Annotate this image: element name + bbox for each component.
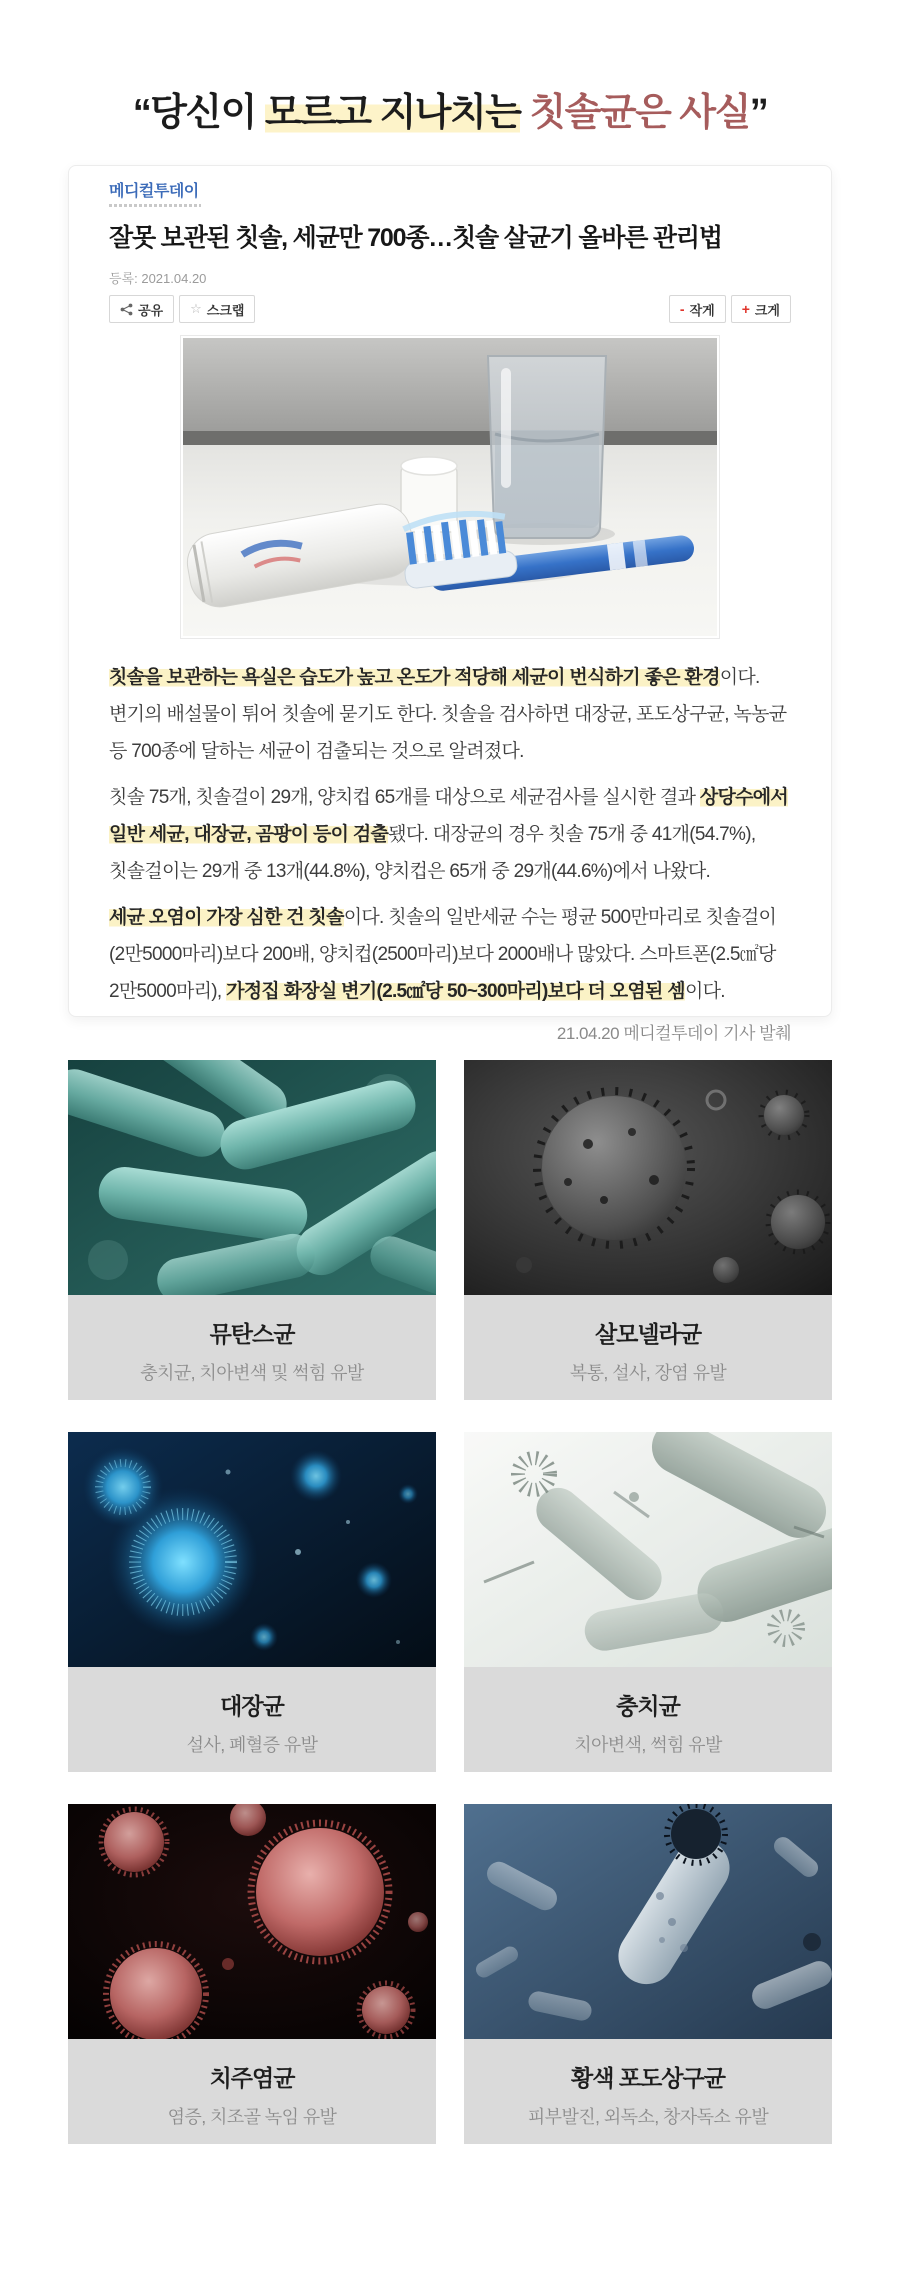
logo-tagline — [109, 204, 201, 207]
article-paragraph: 칫솔을 보관하는 욕실은 습도가 높고 온도가 적당해 세균이 번식하기 좋은 환경이다. 변기의 배설물이 튀어 칫솔에 묻기도 한다. 칫솔을 검사하면 대장균, 포도상구균, 녹농균 등 700종에 달하는 세균이 검출되는 것으로 알려졌다. — [109, 667, 787, 762]
bacteria-card-mutans — [68, 1060, 436, 1400]
bacteria-name: 충치균 — [616, 1693, 680, 1719]
article-date: 등록: 2021.04.20 — [109, 271, 207, 286]
font-larger-button[interactable] — [731, 295, 791, 323]
font-smaller-label: 작게 — [689, 302, 715, 318]
star-icon: ☆ — [190, 301, 202, 316]
share-button-label: 공유 — [138, 302, 164, 318]
bacteria-card-ecoli — [68, 1432, 436, 1772]
medicaltoday-logo — [109, 178, 791, 207]
plus-icon: + — [741, 301, 750, 317]
scrap-button-label: 스크랩 — [206, 302, 245, 318]
bacteria-card-salmonella — [464, 1060, 832, 1400]
bacteria-name: 대장균 — [220, 1693, 284, 1719]
share-button-group — [109, 295, 255, 323]
minus-icon: - — [679, 301, 685, 317]
bacteria-effect: 복통, 설사, 장염 유발 — [569, 1363, 727, 1383]
scrap-button[interactable] — [179, 295, 255, 323]
bacteria-name: 살모넬라균 — [594, 1321, 702, 1347]
mutans-bacteria-image — [68, 1060, 436, 1295]
bacteria-card-staphylococcus — [464, 1804, 832, 2144]
staphylococcus-caption — [464, 2039, 832, 2144]
font-larger-label: 크게 — [754, 302, 780, 318]
ecoli-caption — [68, 1667, 436, 1772]
bacteria-grid — [68, 1060, 832, 2144]
share-icon — [120, 303, 133, 316]
salmonella-bacteria-image — [464, 1060, 832, 1295]
bacteria-effect: 설사, 폐혈증 유발 — [186, 1735, 318, 1755]
ecoli-bacteria-image — [68, 1432, 436, 1667]
article-photo — [180, 335, 720, 639]
article-card — [68, 165, 832, 1043]
bacteria-name: 황색 포도상구균 — [571, 2065, 725, 2091]
article-paragraph: 세균 오염이 가장 심한 건 칫솔이다. 칫솔의 일반세균 수는 평균 500만마리로 칫솔걸이(2만5000마리)보다 200배, 양치컵(2500마리)보다 2000배나 많았다. 스마트폰(2.5㎠당 2만5000마리), 가정집 화장실 변기(2.5㎠당 50~300마리)보다 더 오염된 셈이다. — [109, 907, 777, 1002]
staphylococcus-bacteria-image — [464, 1804, 832, 2039]
cavity-caption — [464, 1667, 832, 1772]
article-title: 잘못 보관된 칫솔, 세균만 700종…칫솔 살균기 올바른 관리법 — [109, 224, 722, 252]
periodontitis-bacteria-image — [68, 1804, 436, 2039]
medicaltoday-logo-text: 메디컬투데이 — [109, 183, 199, 200]
font-smaller-button[interactable] — [669, 295, 726, 323]
bacteria-card-periodontitis — [68, 1804, 436, 2144]
bacteria-effect: 치아변색, 썩힘 유발 — [574, 1735, 722, 1755]
article-source: 21.04.20 메디컬투데이 기사 발췌 — [556, 1024, 791, 1043]
bacteria-name: 치주염균 — [209, 2065, 295, 2091]
bacteria-name: 뮤탄스균 — [209, 1321, 295, 1347]
article-toolbar — [109, 295, 791, 323]
bacteria-card-cavity — [464, 1432, 832, 1772]
periodontitis-caption — [68, 2039, 436, 2144]
cavity-bacteria-image — [464, 1432, 832, 1667]
mutans-caption — [68, 1295, 436, 1400]
page-headline: “당신이 모르고 지나치는 칫솔균은 사실” — [132, 92, 768, 135]
bacteria-effect: 피부발진, 외독소, 창자독소 유발 — [527, 2107, 769, 2127]
bacteria-effect: 염증, 치조골 녹임 유발 — [167, 2107, 337, 2127]
font-size-button-group — [669, 295, 791, 323]
toothbrush-photo-illustration — [183, 338, 717, 636]
article-paragraph: 칫솔 75개, 칫솔걸이 29개, 양치컵 65개를 대상으로 세균검사를 실시한 결과 상당수에서 일반 세균, 대장균, 곰팡이 등이 검출됐다. 대장균의 경우 칫솔 75개 중 41개(54.7%), 칫솔걸이는 29개 중 13개(44.8%), 양치컵은 65개 중 29개(44.6%)에서 나왔다. — [109, 787, 789, 882]
bacteria-effect: 충치균, 치아변색 및 썩힘 유발 — [140, 1363, 364, 1383]
salmonella-caption — [464, 1295, 832, 1400]
share-button[interactable] — [109, 295, 174, 323]
